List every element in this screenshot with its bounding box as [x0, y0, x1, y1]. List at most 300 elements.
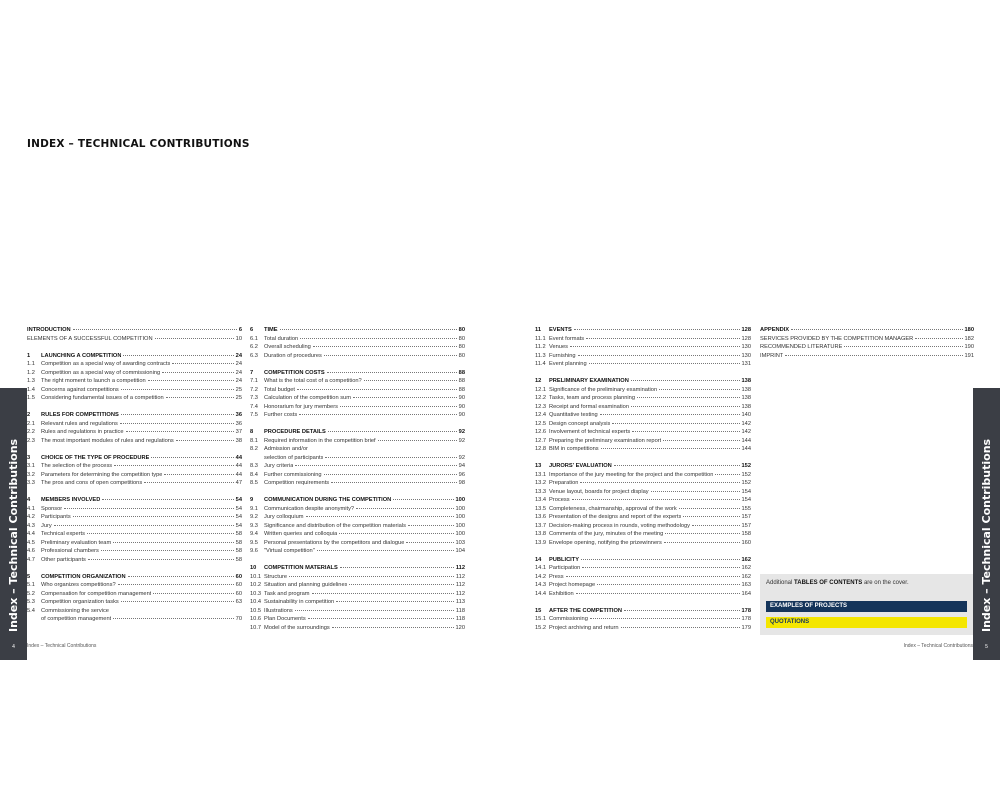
toc-entry[interactable] — [535, 505, 751, 514]
toc-page-number: 112 — [455, 565, 465, 571]
toc-page-number: 100 — [455, 522, 465, 529]
toc-entry[interactable] — [535, 386, 751, 395]
toc-number: 4.1 — [27, 505, 35, 512]
toc-number: 11.1 — [535, 335, 546, 342]
toc-title: Plan Documents — [264, 616, 306, 622]
toc-leader-dots — [327, 371, 457, 373]
toc-number: 14.1 — [535, 565, 547, 571]
toc-title: Project homepage — [549, 582, 596, 588]
toc-leader-dots — [631, 379, 740, 381]
toc-entry[interactable] — [27, 539, 242, 548]
toc-number: 12 — [535, 378, 542, 384]
toc-number: 9.2 — [250, 514, 258, 520]
toc-entry[interactable] — [27, 360, 242, 369]
toc-leader-dots — [308, 617, 454, 619]
toc-entry[interactable] — [27, 581, 242, 590]
toc-title: Rules and regulations in practice — [41, 429, 124, 435]
toc-entry[interactable] — [27, 505, 242, 514]
toc-page-number: 25 — [235, 386, 242, 393]
toc-number: 2 — [27, 412, 31, 418]
toc-title: Duration of procedures — [264, 352, 322, 359]
toc-page-number: 191 — [964, 352, 974, 359]
toc-spacer — [27, 488, 242, 497]
toc-entry[interactable] — [27, 522, 242, 531]
toc-entry[interactable] — [250, 607, 465, 616]
toc-title: Event formats — [549, 335, 585, 342]
toc-page-number: 92 — [458, 454, 465, 461]
toc-page-number: 142 — [741, 420, 751, 427]
toc-leader-dots — [331, 481, 457, 483]
toc-entry[interactable] — [535, 581, 751, 590]
toc-number: 13.7 — [535, 522, 547, 529]
toc-chapter-heading[interactable] — [250, 564, 465, 573]
toc-entry[interactable] — [250, 547, 465, 556]
toc-entry[interactable] — [760, 352, 974, 361]
toc-leader-dots — [340, 566, 454, 568]
toc-title: Completeness, chairmanship, approval of the work — [549, 505, 677, 512]
toc-title: Competition organization tasks — [41, 599, 119, 605]
toc-page-number: 88 — [458, 386, 465, 393]
toc-entry[interactable] — [27, 615, 242, 624]
toc-number: 1.5 — [27, 395, 35, 401]
toc-entry[interactable] — [535, 352, 751, 361]
toc-entry[interactable] — [27, 386, 242, 395]
toc-page-number: 36 — [235, 420, 242, 427]
toc-entry[interactable] — [250, 352, 465, 361]
toc-entry[interactable] — [250, 454, 465, 463]
toc-page-number: 178 — [741, 616, 751, 622]
toc-leader-dots — [317, 549, 454, 551]
toc-entry[interactable] — [760, 343, 974, 352]
toc-title: Structure — [264, 573, 288, 580]
toc-entry[interactable] — [535, 564, 751, 573]
toc-entry[interactable] — [27, 369, 242, 378]
toc-page-number: 152 — [741, 480, 751, 486]
toc-leader-dots — [126, 430, 234, 432]
toc-number: 12.5 — [535, 420, 547, 427]
toc-leader-dots — [336, 600, 454, 602]
toc-number: 10.6 — [250, 616, 262, 622]
toc-page-number: 60 — [235, 582, 242, 588]
toc-entry[interactable] — [250, 513, 465, 522]
toc-title: Involvement of technical experts — [549, 429, 631, 435]
toc-title: Further costs — [264, 412, 298, 418]
toc-title: Situation and planning guidelines — [264, 582, 348, 588]
toc-number: 10.1 — [250, 573, 262, 580]
toc-title: Preliminary evaluation team — [41, 539, 112, 546]
toc-title: Design concept analysis — [549, 420, 611, 427]
toc-entry[interactable] — [535, 394, 751, 403]
toc-page-number: 138 — [741, 395, 751, 401]
toc-number: 4.5 — [27, 539, 35, 546]
toc-leader-dots — [73, 328, 237, 330]
toc-title: Decision-making process in rounds, voting methodology — [549, 522, 690, 529]
toc-entry[interactable] — [250, 505, 465, 514]
toc-leader-dots — [632, 430, 739, 432]
info-prefix: Additional — [766, 580, 793, 586]
toc-entry[interactable] — [250, 394, 465, 403]
side-tab-right — [973, 388, 1000, 660]
toc-title: The right moment to launch a competition — [41, 378, 146, 384]
toc-page-number: 131 — [741, 361, 751, 367]
toc-chapter-heading[interactable] — [535, 377, 751, 386]
toc-entry[interactable] — [535, 615, 751, 624]
toc-chapter-heading[interactable] — [535, 607, 751, 616]
toc-entry[interactable] — [27, 394, 242, 403]
toc-leader-dots — [328, 430, 457, 432]
toc-page-number: 36 — [235, 412, 242, 418]
toc-title: CHOICE OF THE TYPE OF PROCEDURE — [41, 454, 150, 461]
toc-page-number: 130 — [741, 352, 751, 359]
toc-entry[interactable] — [535, 420, 751, 429]
info-bold: TABLES OF CONTENTS — [794, 580, 863, 586]
toc-title: Competition requirements — [264, 480, 330, 486]
toc-page-number: 98 — [458, 480, 465, 486]
toc-entry[interactable] — [250, 624, 465, 633]
toc-page-number: 58 — [235, 539, 242, 546]
toc-leader-dots — [566, 575, 740, 577]
toc-page-number: 58 — [235, 531, 242, 537]
toc-entry[interactable] — [250, 522, 465, 531]
toc-entry[interactable] — [27, 530, 242, 539]
toc-entry[interactable] — [250, 377, 465, 386]
toc-entry[interactable] — [535, 411, 751, 420]
toc-leader-dots — [121, 600, 234, 602]
toc-number: 7.3 — [250, 395, 258, 401]
toc-page-number: 100 — [455, 505, 465, 512]
toc-entry[interactable] — [535, 522, 751, 531]
toc-entry[interactable] — [27, 377, 242, 386]
toc-chapter-heading[interactable] — [250, 326, 465, 335]
toc-title: Tasks, team and process planning — [549, 395, 635, 401]
toc-leader-dots — [121, 413, 234, 415]
toc-entry[interactable] — [27, 335, 242, 344]
quotations-button[interactable]: QUOTATIONS — [766, 617, 967, 628]
toc-chapter-heading[interactable] — [27, 496, 242, 505]
toc-entry[interactable] — [27, 428, 242, 437]
toc-number: 10.7 — [250, 624, 262, 631]
toc-title: Concerns against competitions — [41, 386, 119, 393]
toc-entry[interactable] — [535, 530, 751, 539]
toc-leader-dots — [325, 456, 456, 458]
toc-page-number: 92 — [458, 437, 465, 444]
toc-title: Venue layout, boards for project display — [549, 488, 649, 495]
toc-number: 9.3 — [250, 522, 258, 529]
toc-entry[interactable] — [535, 437, 751, 446]
toc-chapter-heading[interactable] — [27, 352, 242, 361]
toc-leader-dots — [324, 354, 457, 356]
toc-leader-dots — [164, 473, 233, 475]
toc-page-number: 60 — [235, 573, 242, 580]
toc-page-number: 152 — [741, 471, 751, 478]
toc-entry[interactable] — [250, 590, 465, 599]
toc-page-number: 155 — [741, 505, 751, 512]
toc-entry[interactable] — [250, 386, 465, 395]
toc-entry[interactable] — [250, 445, 465, 454]
toc-number: 7.4 — [250, 403, 258, 410]
toc-title: Presentation of the designs and report of the experts — [549, 514, 682, 520]
toc-entry[interactable] — [535, 471, 751, 480]
toc-page-number: 24 — [235, 378, 242, 384]
toc-title: Preparation — [549, 480, 579, 486]
toc-number: 12.1 — [535, 386, 547, 393]
toc-entry[interactable] — [250, 343, 465, 352]
toc-title: COMPETITION COSTS — [264, 369, 325, 376]
toc-number: 13.3 — [535, 488, 547, 495]
toc-spacer — [27, 445, 242, 454]
toc-leader-dots — [102, 498, 233, 500]
toc-number: 14 — [535, 556, 542, 563]
toc-leader-dots — [289, 575, 454, 577]
toc-leader-dots — [574, 328, 740, 330]
toc-column-1 — [27, 326, 242, 624]
toc-number: 5.2 — [27, 590, 35, 597]
toc-entry[interactable] — [535, 539, 751, 548]
toc-chapter-heading[interactable] — [535, 556, 751, 565]
toc-number: 6.1 — [250, 335, 258, 342]
toc-number: 12.8 — [535, 446, 547, 452]
toc-leader-dots — [353, 396, 457, 398]
toc-entry[interactable] — [27, 556, 242, 565]
toc-number: 1.2 — [27, 369, 35, 376]
toc-title: RULES FOR COMPETITIONS — [41, 412, 119, 418]
toc-entry[interactable] — [535, 479, 751, 488]
toc-entry[interactable] — [250, 471, 465, 480]
toc-number: 4.2 — [27, 514, 35, 520]
toc-title: TIME — [264, 327, 278, 333]
toc-title: What is the total cost of a competition? — [264, 378, 362, 384]
toc-number: 9.4 — [250, 531, 258, 537]
toc-entry[interactable] — [250, 581, 465, 590]
toc-page-number: 140 — [741, 412, 751, 418]
toc-leader-dots — [148, 379, 234, 381]
toc-number: 11.2 — [535, 344, 546, 350]
toc-page-number: 44 — [235, 471, 242, 478]
toc-page-number: 90 — [458, 412, 465, 418]
toc-entry[interactable] — [250, 539, 465, 548]
toc-leader-dots — [665, 532, 739, 534]
toc-entry[interactable] — [27, 479, 242, 488]
toc-entry[interactable] — [27, 547, 242, 556]
toc-page-number: 80 — [458, 327, 465, 333]
toc-leader-dots — [651, 490, 740, 492]
toc-entry[interactable] — [535, 590, 751, 599]
toc-chapter-heading[interactable] — [27, 326, 242, 335]
toc-number: 6.3 — [250, 352, 258, 359]
toc-page-number: 60 — [235, 590, 242, 597]
toc-title: Participation — [549, 565, 581, 571]
toc-chapter-heading[interactable] — [250, 369, 465, 378]
toc-chapter-heading[interactable] — [535, 462, 751, 471]
toc-entry[interactable] — [535, 335, 751, 344]
toc-number: 15.1 — [535, 616, 547, 622]
toc-leader-dots — [679, 507, 740, 509]
toc-entry[interactable] — [27, 598, 242, 607]
toc-number: 4.3 — [27, 522, 35, 529]
toc-leader-dots — [586, 337, 739, 339]
toc-chapter-heading[interactable] — [27, 411, 242, 420]
toc-leader-dots — [791, 328, 962, 330]
toc-chapter-heading[interactable] — [760, 326, 974, 335]
toc-entry[interactable] — [760, 335, 974, 344]
toc-leader-dots — [312, 592, 454, 594]
toc-entry[interactable] — [535, 496, 751, 505]
toc-entry[interactable] — [535, 573, 751, 582]
toc-number: 8 — [250, 429, 254, 435]
toc-page-number: 25 — [235, 395, 242, 401]
toc-entry[interactable] — [535, 360, 751, 369]
toc-spacer — [535, 454, 751, 463]
toc-title: COMMUNICATION DURING THE COMPETITION — [264, 497, 392, 503]
info-suffix: are on the cover. — [863, 580, 909, 586]
toc-title: Written queries and colloquia — [264, 531, 338, 537]
toc-entry[interactable] — [535, 445, 751, 454]
toc-entry[interactable] — [27, 420, 242, 429]
toc-entry[interactable] — [250, 335, 465, 344]
toc-page-number: 182 — [964, 335, 974, 342]
toc-page-number: 164 — [741, 590, 751, 597]
toc-title: Parameters for determining the competition type — [41, 471, 163, 478]
toc-page-number: 54 — [235, 497, 242, 503]
toc-number: 5 — [27, 573, 31, 580]
toc-page-number: 88 — [458, 378, 465, 384]
toc-title: Calculation of the competition sum — [264, 395, 351, 401]
toc-number: 13.9 — [535, 539, 547, 546]
toc-number: 2.3 — [27, 437, 35, 444]
toc-title: RECOMMENDED LITERATURE — [760, 344, 843, 350]
toc-page-number: 138 — [741, 386, 751, 393]
toc-title: Commissioning the service — [41, 607, 109, 614]
toc-page-number: 63 — [235, 599, 242, 605]
toc-page-number: 120 — [455, 624, 465, 631]
examples-of-projects-button[interactable]: EXAMPLES OF PROJECTS — [766, 601, 967, 612]
toc-title: Process — [549, 497, 570, 503]
toc-leader-dots — [612, 422, 739, 424]
toc-leader-dots — [73, 515, 234, 517]
toc-spacer — [27, 564, 242, 573]
toc-entry[interactable] — [27, 471, 242, 480]
toc-entry[interactable] — [250, 462, 465, 471]
toc-entry[interactable] — [250, 573, 465, 582]
toc-entry[interactable] — [535, 403, 751, 412]
toc-number: 13.5 — [535, 505, 547, 512]
toc-leader-dots — [637, 396, 740, 398]
toc-page-number: 179 — [741, 624, 751, 631]
page-number-right: 5 — [985, 644, 988, 650]
toc-page-number: 24 — [235, 361, 242, 367]
toc-spacer — [535, 598, 751, 607]
side-tab-label: Index – Technical Contributions — [980, 438, 993, 632]
toc-title: Project archiving and return — [549, 624, 619, 631]
toc-entry[interactable] — [535, 343, 751, 352]
toc-number: 7.5 — [250, 412, 258, 418]
toc-entry[interactable] — [250, 530, 465, 539]
toc-entry[interactable] — [27, 437, 242, 446]
toc-leader-dots — [176, 439, 234, 441]
toc-entry[interactable] — [250, 479, 465, 488]
toc-spacer — [250, 360, 465, 369]
toc-title: Task and program — [264, 590, 310, 597]
toc-entry[interactable] — [535, 428, 751, 437]
toc-entry[interactable] — [535, 624, 751, 633]
toc-column-3 — [535, 326, 751, 632]
toc-leader-dots — [578, 354, 740, 356]
toc-title: INTRODUCTION — [27, 327, 71, 333]
toc-entry[interactable] — [250, 437, 465, 446]
toc-title: Quantitative testing — [549, 412, 598, 418]
toc-entry[interactable] — [250, 411, 465, 420]
toc-chapter-heading[interactable] — [535, 326, 751, 335]
toc-entry[interactable] — [250, 403, 465, 412]
toc-title: Jury criteria — [264, 463, 294, 469]
toc-page-number: 158 — [741, 531, 751, 537]
toc-entry[interactable] — [250, 598, 465, 607]
toc-page-number: 100 — [455, 514, 465, 520]
toc-leader-dots — [280, 328, 457, 330]
additional-contents-box — [760, 574, 973, 635]
toc-page-number: 162 — [741, 573, 751, 580]
toc-spacer — [535, 369, 751, 378]
toc-page-number: 152 — [741, 463, 751, 469]
toc-chapter-heading[interactable] — [27, 573, 242, 582]
toc-entry[interactable] — [27, 590, 242, 599]
toc-page-number: 138 — [741, 403, 751, 410]
toc-page-number: 160 — [741, 539, 751, 546]
toc-page-number: 113 — [455, 599, 465, 605]
toc-title: PUBLICITY — [549, 556, 580, 563]
toc-title: IMPRINT — [760, 352, 784, 359]
toc-page-number: 6 — [238, 327, 242, 333]
toc-leader-dots — [310, 448, 463, 449]
toc-title: Competition as a special way of awarding contracts — [41, 361, 171, 367]
toc-leader-dots — [101, 549, 234, 551]
toc-title: Jury colloquium — [264, 514, 304, 520]
toc-chapter-heading[interactable] — [250, 428, 465, 437]
toc-leader-dots — [408, 524, 454, 526]
toc-title: of competition management — [41, 616, 112, 622]
toc-page-number: 103 — [455, 539, 465, 546]
toc-number: 13.6 — [535, 514, 547, 520]
toc-entry[interactable] — [535, 488, 751, 497]
toc-page-number: 128 — [741, 327, 751, 333]
toc-chapter-heading[interactable] — [250, 496, 465, 505]
toc-title: PRELIMINARY EXAMINATION — [549, 378, 629, 384]
toc-leader-dots — [692, 524, 740, 526]
toc-leader-dots — [113, 541, 233, 543]
toc-leader-dots — [54, 524, 234, 526]
toc-entry[interactable] — [27, 462, 242, 471]
toc-page-number: 54 — [235, 505, 242, 512]
toc-number: 13.4 — [535, 497, 547, 503]
toc-chapter-heading[interactable] — [27, 454, 242, 463]
toc-leader-dots — [114, 464, 234, 466]
toc-leader-dots — [580, 481, 739, 483]
toc-entry[interactable] — [250, 615, 465, 624]
toc-number: 3.1 — [27, 463, 35, 469]
toc-page-number: 178 — [741, 607, 751, 614]
toc-leader-dots — [155, 337, 234, 339]
toc-leader-dots — [295, 609, 454, 611]
toc-page-number: 157 — [741, 514, 751, 520]
toc-entry[interactable] — [27, 607, 242, 616]
toc-entry[interactable] — [535, 513, 751, 522]
toc-page-number: 88 — [458, 369, 465, 376]
toc-page-number: 163 — [741, 582, 751, 588]
toc-entry[interactable] — [27, 513, 242, 522]
toc-number: 13 — [535, 463, 542, 469]
toc-spacer — [27, 343, 242, 352]
toc-number: 4.4 — [27, 531, 35, 537]
